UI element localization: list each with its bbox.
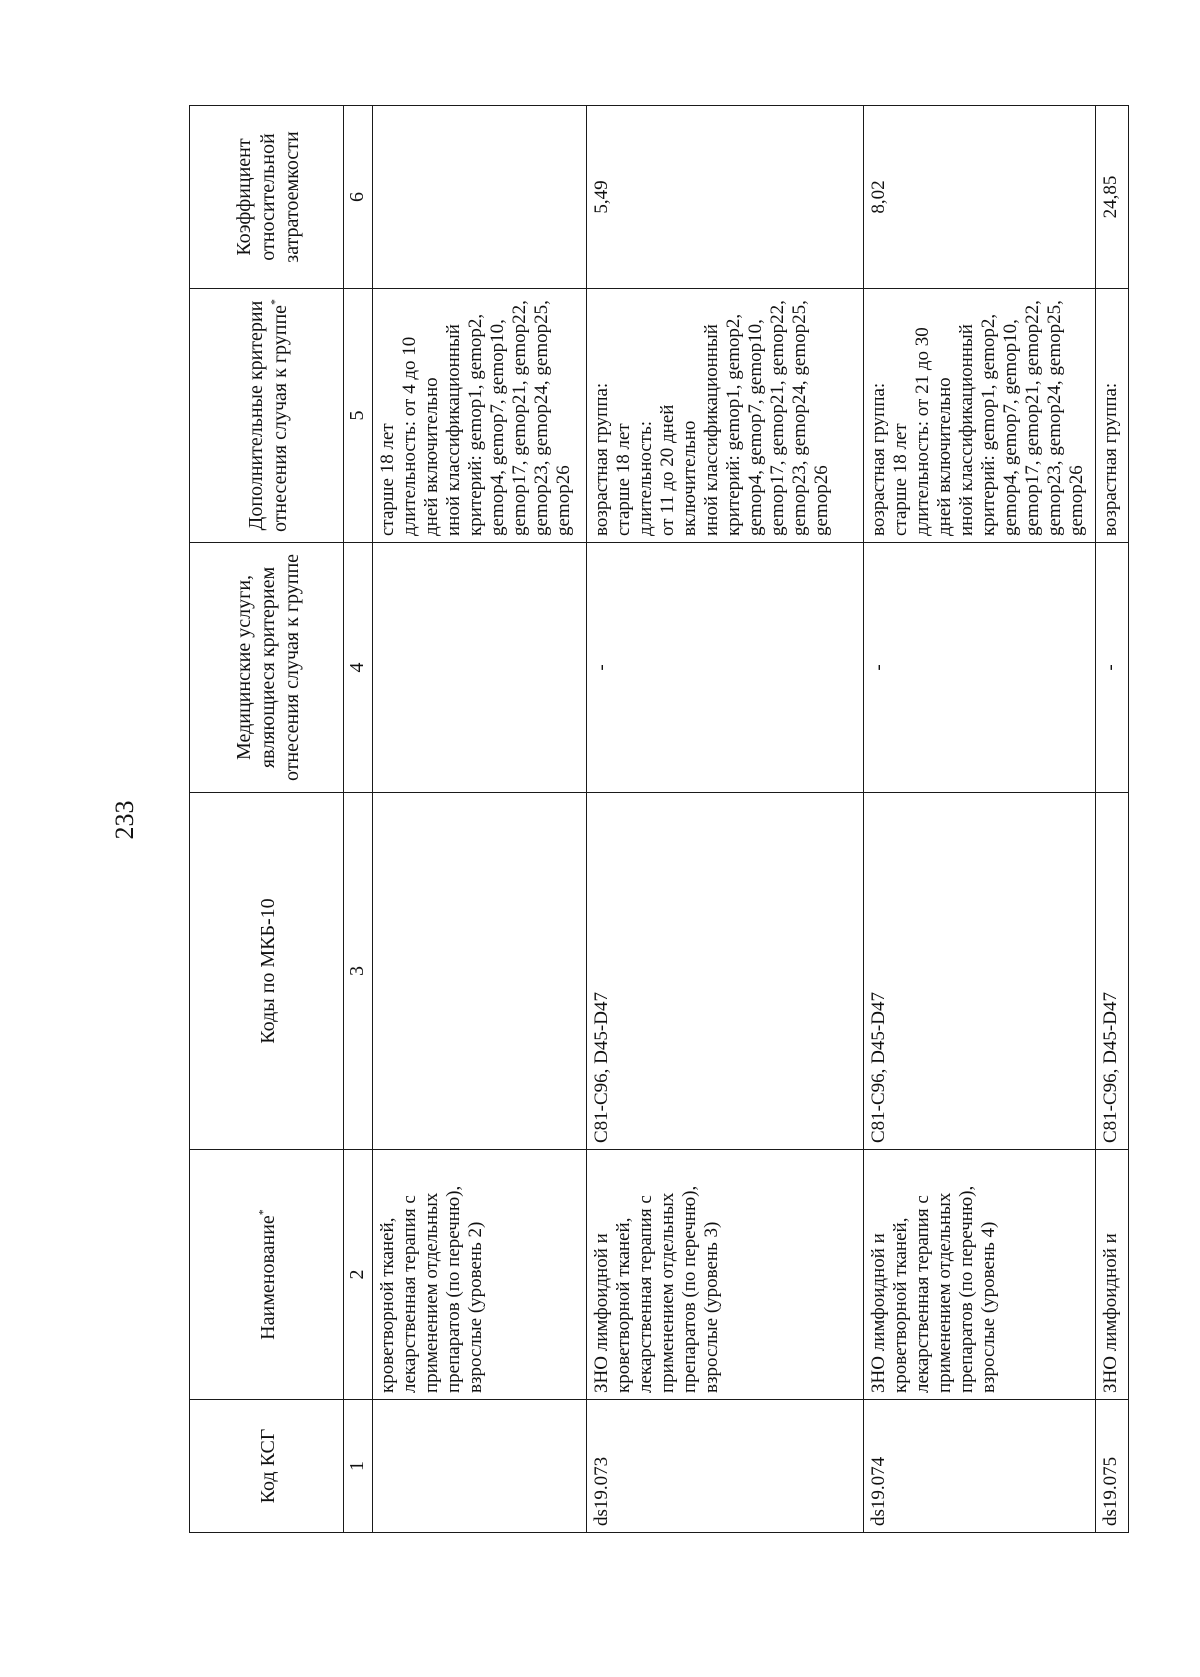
header-coefficient: Коэффициент относительной затратоемкости bbox=[190, 106, 344, 289]
cell-code: ds19.073 bbox=[587, 1400, 864, 1533]
column-number: 1 bbox=[344, 1400, 373, 1533]
cell-name: ЗНО лимфоидной и кроветворной тканей, лекарственная терапия с применением отдельных препаратов (по перечню), взрослые (уровень 4) bbox=[864, 1150, 1096, 1400]
cell-coefficient bbox=[373, 106, 587, 289]
cell-services bbox=[373, 543, 587, 793]
cell-services: - bbox=[587, 543, 864, 793]
table-row bbox=[587, 106, 864, 1533]
header-medical-services: Медицинские услуги, являющиеся критерием отнесения случая к группе bbox=[190, 543, 344, 793]
table-row bbox=[1096, 106, 1129, 1533]
cell-name: кроветворной тканей, лекарственная терапия с применением отдельных препаратов (по перечню), взрослые (уровень 2) bbox=[373, 1150, 587, 1400]
column-number: 6 bbox=[344, 106, 373, 289]
cell-icd: C81-C96, D45-D47 bbox=[1096, 793, 1129, 1150]
header-ksg-code: Код КСГ bbox=[190, 1400, 344, 1533]
cell-services: - bbox=[1096, 543, 1129, 793]
cell-name: ЗНО лимфоидной и кроветворной тканей, лекарственная терапия с применением отдельных препаратов (по перечню), взрослые (уровень 3) bbox=[587, 1150, 864, 1400]
column-number: 5 bbox=[344, 289, 373, 543]
column-number: 3 bbox=[344, 793, 373, 1150]
cell-coefficient: 8,02 bbox=[864, 106, 1096, 289]
header-name: Наименование* bbox=[190, 1150, 344, 1400]
header-icd-codes: Коды по МКБ-10 bbox=[190, 793, 344, 1150]
cell-icd bbox=[373, 793, 587, 1150]
cell-icd: C81-C96, D45-D47 bbox=[587, 793, 864, 1150]
table-container bbox=[189, 106, 1121, 1533]
cell-criteria: возрастная группа: bbox=[1096, 289, 1129, 543]
column-number: 4 bbox=[344, 543, 373, 793]
header-row bbox=[190, 106, 344, 1533]
cell-code: ds19.074 bbox=[864, 1400, 1096, 1533]
page-number: 233 bbox=[110, 800, 139, 840]
cell-coefficient: 5,49 bbox=[587, 106, 864, 289]
cell-coefficient: 24,85 bbox=[1096, 106, 1129, 289]
cell-criteria: возрастная группа: старше 18 лет длительность: от 21 до 30 дней включительно иной классификационный критерий: gemop1, gemop2, gemop4, gemop7, gemop10, gemop17, gemop21, gemop22, gemop23, gemop24, gemop25, gemop26 bbox=[864, 289, 1096, 543]
cell-criteria: старше 18 лет длительность: от 4 до 10 дней включительно иной классификационный критерий: gemop1, gemop2, gemop4, gemop7, gemop10, gemop17, gemop21, gemop22, gemop23, gemop24, gemop25, gemop26 bbox=[373, 289, 587, 543]
cell-icd: C81-C96, D45-D47 bbox=[864, 793, 1096, 1150]
cell-code bbox=[373, 1400, 587, 1533]
table-row bbox=[864, 106, 1096, 1533]
cell-criteria: возрастная группа: старше 18 лет длительность: от 11 до 20 дней включительно иной классификационный критерий: gemop1, gemop2, gemop4, gemop7, gemop10, gemop17, gemop21, gemop22, gemop23, gemop24, gemop25, gemop26 bbox=[587, 289, 864, 543]
table-row bbox=[373, 106, 587, 1533]
column-number: 2 bbox=[344, 1150, 373, 1400]
column-number-row bbox=[344, 106, 373, 1533]
header-additional-criteria: Дополнительные критерии отнесения случая к группе* bbox=[190, 289, 344, 543]
cell-services: - bbox=[864, 543, 1096, 793]
cell-code: ds19.075 bbox=[1096, 1400, 1129, 1533]
ksg-table bbox=[189, 105, 1129, 1533]
cell-name: ЗНО лимфоидной и bbox=[1096, 1150, 1129, 1400]
